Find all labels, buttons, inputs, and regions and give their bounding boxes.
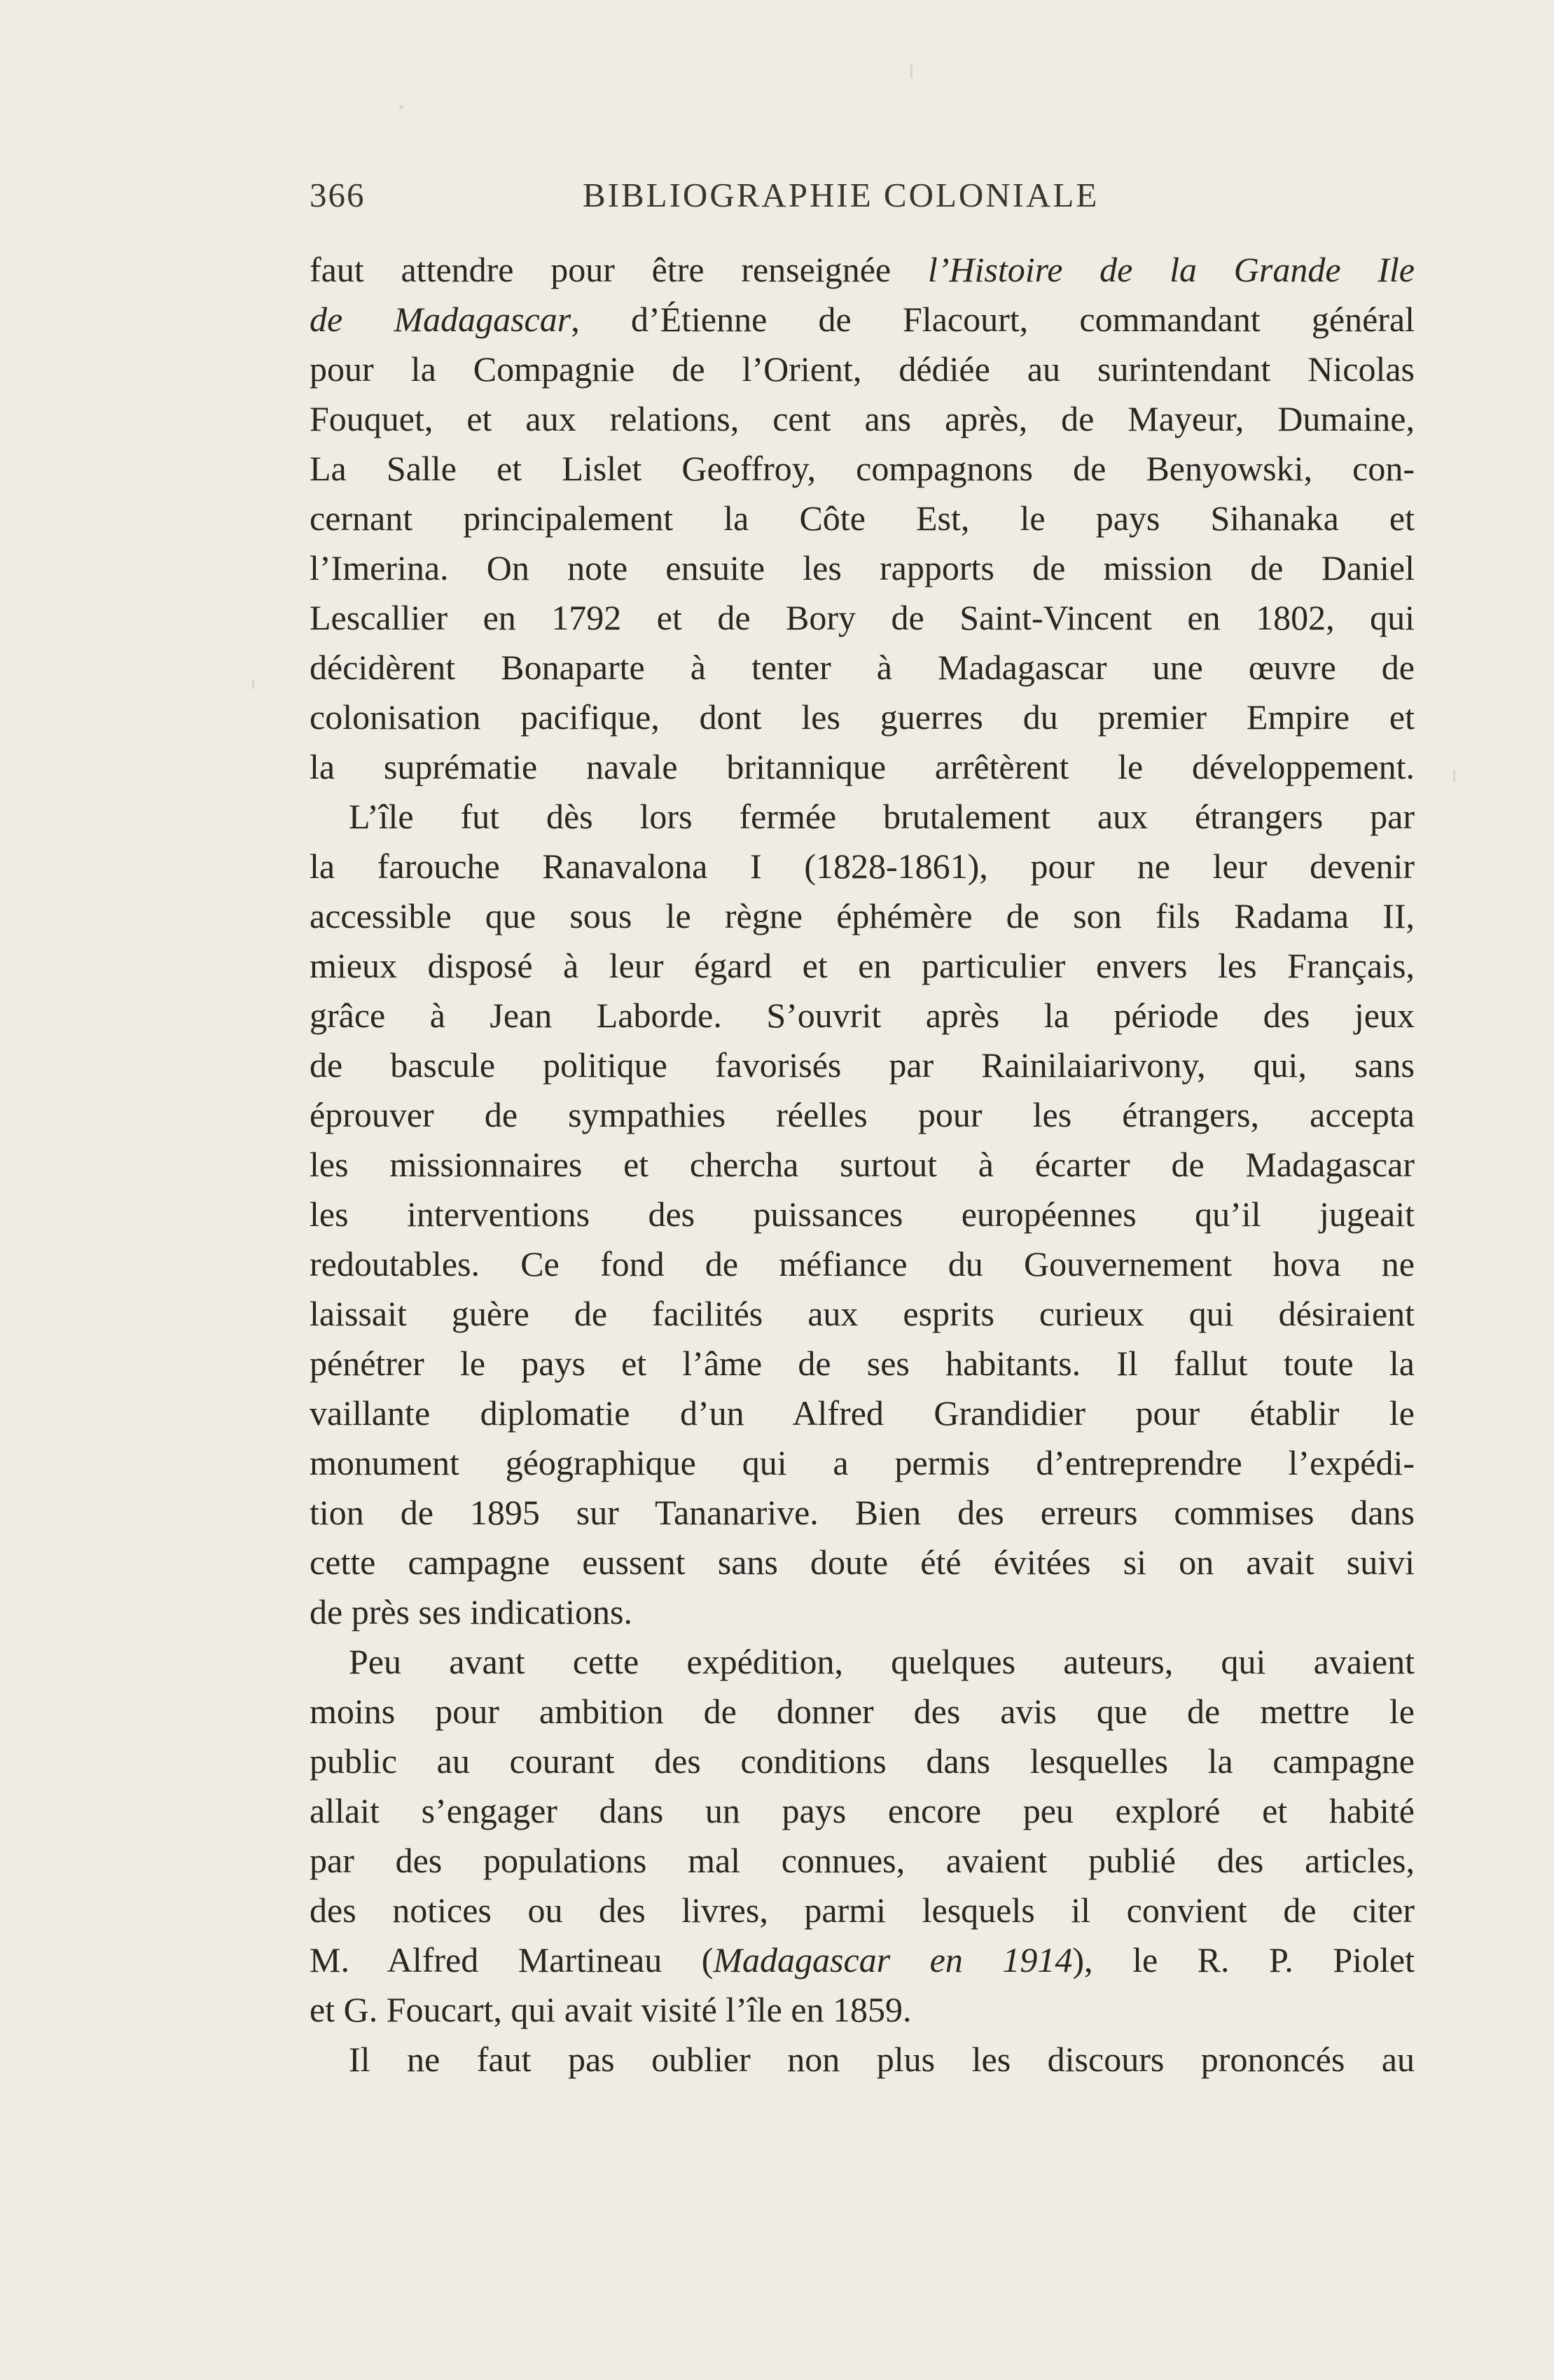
text-line: L’île fut dès lors fermée brutalement aux étrangers par: [349, 797, 1415, 836]
text-line: M. Alfred Martineau (Madagascar en 1914), le R. P. Piolet: [310, 1940, 1415, 1979]
text-line: les missionnaires et chercha surtout à écarter de Madagascar: [310, 1145, 1415, 1184]
text-line: de Madagascar, d’Étienne de Flacourt, commandant général: [310, 300, 1415, 339]
text-line: tion de 1895 sur Tananarive. Bien des erreurs commises dans: [310, 1493, 1415, 1532]
text-line: décidèrent Bonaparte à tenter à Madagascar une œuvre de: [310, 648, 1415, 687]
text-line: moins pour ambition de donner des avis que de mettre le: [310, 1692, 1415, 1731]
text-line: La Salle et Lislet Geoffroy, compagnons de Benyowski, con-: [310, 449, 1415, 488]
page-number: 366: [310, 176, 366, 214]
running-head: [310, 175, 1408, 224]
body-text: [310, 245, 1415, 2085]
paper-speck: [252, 679, 254, 689]
text-line: allait s’engager dans un pays encore peu exploré et habité: [310, 1791, 1415, 1830]
text-line: les interventions des puissances européennes qu’il jugeait: [310, 1195, 1415, 1234]
text-line: par des populations mal connues, avaient publié des articles,: [310, 1841, 1415, 1880]
text-line: redoutables. Ce fond de méfiance du Gouvernement hova ne: [310, 1244, 1415, 1283]
text-line: de bascule politique favorisés par Rainilaiarivony, qui, sans: [310, 1045, 1415, 1085]
text-line: cette campagne eussent sans doute été évitées si on avait suivi: [310, 1543, 1415, 1582]
paper-speck: [910, 64, 913, 78]
paper-speck: [399, 105, 403, 109]
text-line: Lescallier en 1792 et de Bory de Saint-Vincent en 1802, qui: [310, 598, 1415, 637]
text-line: mieux disposé à leur égard et en particulier envers les Français,: [310, 946, 1415, 985]
text-line: Peu avant cette expédition, quelques auteurs, qui avaient: [349, 1642, 1415, 1681]
text-line: la suprématie navale britannique arrêtèrent le développement.: [310, 747, 1415, 786]
text-line: l’Imerina. On note ensuite les rapports de mission de Daniel: [310, 548, 1415, 587]
text-line: cernant principalement la Côte Est, le pays Sihanaka et: [310, 499, 1415, 538]
text-line: éprouver de sympathies réelles pour les étrangers, accepta: [310, 1095, 1415, 1134]
text-line: pénétrer le pays et l’âme de ses habitants. Il fallut toute la: [310, 1344, 1415, 1383]
text-line: public au courant des conditions dans lesquelles la campagne: [310, 1741, 1415, 1781]
running-title: BIBLIOGRAPHIE COLONIALE: [583, 176, 1099, 214]
text-line: Fouquet, et aux relations, cent ans après, de Mayeur, Dumaine,: [310, 399, 1415, 438]
paper-speck: [1453, 770, 1455, 781]
text-line: vaillante diplomatie d’un Alfred Grandidier pour établir le: [310, 1393, 1415, 1433]
text-line: pour la Compagnie de l’Orient, dédiée au surintendant Nicolas: [310, 349, 1415, 389]
text-line: Il ne faut pas oublier non plus les discours prononcés au: [349, 2040, 1415, 2079]
text-line: laissait guère de facilités aux esprits curieux qui désiraient: [310, 1294, 1415, 1333]
text-line: faut attendre pour être renseignée l’Histoire de la Grande Ile: [310, 250, 1415, 289]
text-line: de près ses indications.: [310, 1592, 633, 1631]
text-line: monument géographique qui a permis d’entreprendre l’expédi-: [310, 1443, 1415, 1482]
text-line: grâce à Jean Laborde. S’ouvrit après la période des jeux: [310, 996, 1415, 1035]
text-line: et G. Foucart, qui avait visité l’île en 1859.: [310, 1990, 912, 2029]
text-line: accessible que sous le règne éphémère de son fils Radama II,: [310, 896, 1415, 935]
text-line: colonisation pacifique, dont les guerres du premier Empire et: [310, 697, 1415, 737]
text-line: des notices ou des livres, parmi lesquels il convient de citer: [310, 1891, 1415, 1930]
text-line: la farouche Ranavalona I (1828-1861), pour ne leur devenir: [310, 847, 1415, 886]
